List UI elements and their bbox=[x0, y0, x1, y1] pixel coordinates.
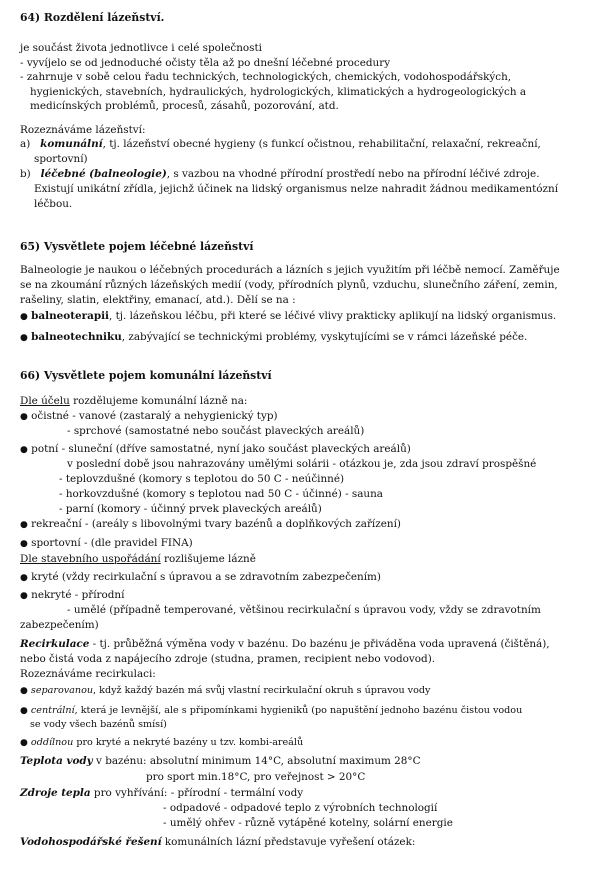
term: separovanou bbox=[30, 685, 94, 696]
text-line: medicínských problémů, procesů, zásahů, pozorování, atd. bbox=[30, 100, 339, 112]
list-item bbox=[20, 167, 540, 181]
list-text: nekryté - přírodní bbox=[31, 589, 125, 601]
list-item bbox=[20, 330, 527, 345]
term-text: pro kryté a nekryté bazény u tzv. kombi-areálů bbox=[73, 737, 304, 748]
term: léčebné (balneologie) bbox=[40, 168, 167, 180]
bullet-icon: ● bbox=[20, 520, 28, 530]
text-line: Balneologie je naukou o léčebných procedurách a lázních s jejich využitím při léčbě nemocí. Zaměřuje bbox=[20, 264, 560, 276]
list-text: potní - sluneční (dříve samostatné, nyní jako součást plaveckých areálů) bbox=[31, 443, 411, 455]
text-line: - umělé (případně temperované, většinou recirkulační s úpravou vody, vždy se zdravotním bbox=[67, 604, 541, 616]
text-line bbox=[20, 394, 247, 408]
text-line bbox=[20, 637, 550, 651]
term-text: pro vyhřívání: - přírodní - termální vody bbox=[90, 787, 304, 799]
text-line: - odpadové - odpadové teplo z výrobních technologií bbox=[163, 802, 438, 814]
text-line: léčbou. bbox=[34, 198, 73, 210]
term-text: , když každý bazén má svůj vlastní recirkulační okruh s úpravou vody bbox=[93, 685, 431, 696]
term-text: - tj. průběžná výměna vody v bazénu. Do bazénu je přiváděna voda upravená (čištěná), bbox=[89, 638, 550, 650]
text-line: Rozeznáváme recirkulaci: bbox=[20, 668, 156, 680]
list-item bbox=[20, 570, 381, 585]
list-text: kryté (vždy recirkulační s úpravou a se zdravotním zabezpečením) bbox=[31, 571, 381, 583]
list-item bbox=[20, 517, 401, 532]
term: Vodohospodářské řešení bbox=[20, 836, 162, 848]
list-item bbox=[20, 409, 278, 424]
text-line: zabezpečením) bbox=[20, 619, 99, 631]
term: balneotechniku bbox=[31, 331, 122, 343]
text-line: se vody všech bazénů smísí) bbox=[30, 719, 167, 730]
term-text: , s vazbou na vhodné přírodní prostředí nebo na přírodní léčivé zdroje. bbox=[166, 168, 540, 180]
text-line: sportovní) bbox=[34, 153, 88, 165]
bullet-icon: ● bbox=[20, 333, 28, 343]
list-marker: a) bbox=[20, 138, 31, 150]
term: oddílnou bbox=[30, 737, 74, 748]
term-text: , zabývající se technickými problémy, vyskytujícími se v rámci lázeňské péče. bbox=[121, 331, 528, 343]
list-text: sportovní - (dle pravidel FINA) bbox=[31, 537, 193, 549]
list-marker: b) bbox=[20, 168, 31, 180]
text-line: hygienických, stavebních, hydraulických, hydrologických, klimatických a hydrogeologických a bbox=[30, 86, 527, 98]
term: Zdroje tepla bbox=[20, 787, 91, 799]
list-item bbox=[20, 704, 522, 718]
term-text: , která je levnější, ale s připomínkami hygieniků (po napuštění jednoho bazénu čistou vodou bbox=[74, 705, 523, 716]
text-line: - parní (komory - účinný prvek plaveckých areálů) bbox=[59, 503, 322, 515]
term: balneoterapii bbox=[31, 310, 109, 322]
text-line: se na zkoumání různých lázeňských medií (vody, přírodních plynů, vzduchu, slunečního záření, zemin, bbox=[20, 279, 558, 291]
list-item bbox=[20, 736, 303, 750]
text-line: - teplovzdušné (komory s teplotou do 50 C - neúčinné) bbox=[59, 473, 345, 485]
term-text: , tj. lázeňství obecné hygieny (s funkcí očistnou, rehabilitační, relaxační, rekreační, bbox=[102, 138, 541, 150]
text-line: - umělý ohřev - různě vytápěné kotelny, solární energie bbox=[163, 817, 453, 829]
text-line: rašeliny, slatin, elektřiny, emanací, atd.). Dělí se na : bbox=[20, 294, 296, 306]
text-line: Existují unikátní zřídla, jejichž účinek na lidský organismus nelze nahradit žádnou medikamentózní bbox=[34, 183, 559, 195]
list-item bbox=[20, 309, 556, 324]
label-rest: rozlišujeme lázně bbox=[160, 553, 256, 565]
term: Teplota vody bbox=[20, 755, 93, 767]
list-item bbox=[20, 588, 124, 603]
text-line bbox=[20, 754, 421, 768]
text-line: pro sport min.18°C, pro veřejnost > 20°C bbox=[146, 771, 366, 783]
bullet-icon: ● bbox=[20, 412, 28, 422]
text-line: nebo čistá voda z napájecího zdroje (studna, pramen, recipient nebo vodovod). bbox=[20, 653, 436, 665]
text-line: - horkovzdušné (komory s teplotou nad 50 C - účinné) - sauna bbox=[59, 488, 383, 500]
text-line bbox=[20, 786, 303, 800]
text-line: - sprchové (samostatné nebo součást plaveckých areálů) bbox=[67, 425, 365, 437]
term: komunální bbox=[40, 138, 103, 150]
label-rest: rozdělujeme komunální lázně na: bbox=[69, 395, 248, 407]
bullet-icon: ● bbox=[20, 591, 28, 601]
bullet-icon: ● bbox=[20, 445, 28, 455]
bullet-icon: ● bbox=[20, 686, 28, 696]
term-text: , tj. lázeňskou léčbu, při které se léčivé vlivy prakticky aplikují na lidský organismus. bbox=[109, 310, 557, 322]
list-item bbox=[20, 684, 430, 698]
term-text: komunálních lázní představuje vyřešení otázek: bbox=[161, 836, 416, 848]
term-text: v bazénu: absolutní minimum 14°C, absolutní maximum 28°C bbox=[92, 755, 421, 767]
underlined-label: Dle účelu bbox=[20, 395, 70, 407]
text-line bbox=[20, 552, 256, 566]
list-text: očistné - vanové (zastaralý a nehygienický typ) bbox=[31, 410, 278, 422]
bullet-icon: ● bbox=[20, 738, 28, 748]
bullet-icon: ● bbox=[20, 312, 28, 322]
list-item bbox=[20, 137, 541, 151]
text-line: Rozeznáváme lázeňství: bbox=[20, 124, 146, 136]
term: Recirkulace bbox=[20, 638, 90, 650]
list-item bbox=[20, 536, 193, 551]
bullet-icon: ● bbox=[20, 573, 28, 583]
text-line: - zahrnuje v sobě celou řadu technických, technologických, chemických, vodohospodářských, bbox=[20, 71, 512, 83]
bullet-icon: ● bbox=[20, 539, 28, 549]
bullet-icon: ● bbox=[20, 706, 28, 716]
text-line: - vyvíjelo se od jednoduché očisty těla až po dnešní léčebné procedury bbox=[20, 57, 391, 69]
text-line: je součást života jednotlivce i celé společnosti bbox=[20, 42, 262, 54]
section-66-heading: 66) Vysvětlete pojem komunální lázeňství bbox=[20, 369, 272, 382]
section-65-heading: 65) Vysvětlete pojem léčebné lázeňství bbox=[20, 240, 254, 253]
list-item bbox=[20, 442, 411, 457]
term: centrální bbox=[30, 705, 75, 716]
text-line bbox=[20, 835, 415, 849]
text-line: v poslední době jsou nahrazovány umělými solárii - otázkou je, zda jsou zdraví prospěšné bbox=[67, 458, 537, 470]
list-text: rekreační - (areály s libovolnými tvary bazénů a doplňkových zařízení) bbox=[31, 518, 401, 530]
underlined-label: Dle stavebního uspořádání bbox=[20, 553, 161, 565]
section-64-heading: 64) Rozdělení lázeňství. bbox=[20, 11, 165, 24]
